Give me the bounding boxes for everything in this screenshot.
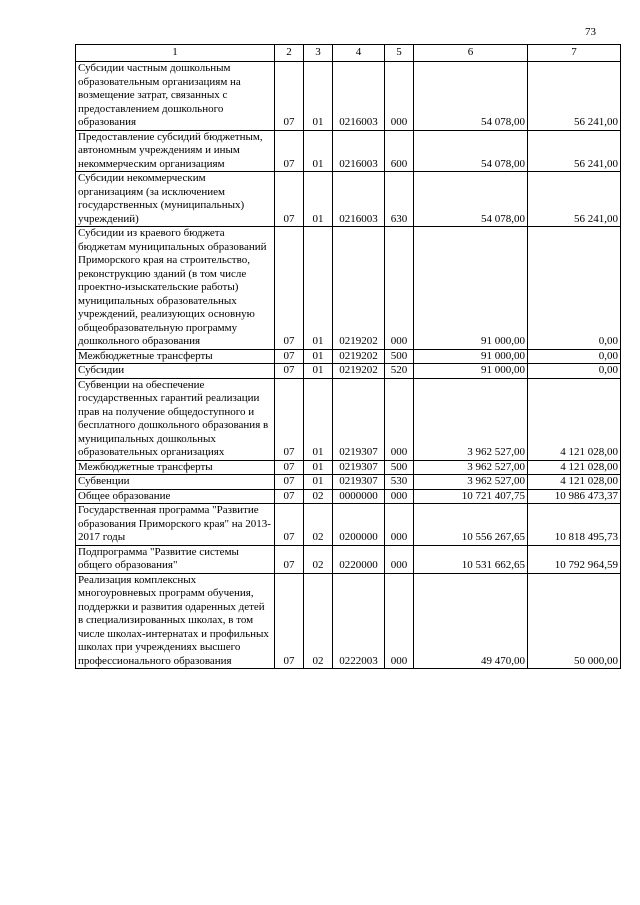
row-section: 07 — [275, 172, 304, 227]
row-name: Реализация комплексных многоуровневых программ обучения, поддержки и развития одаренных детей в специализированных школах, в том числе школах-интернатах и профильных школах при учреждениях высшего профессионального образования — [76, 573, 275, 669]
row-expense-type: 500 — [385, 349, 414, 364]
row-subsection: 01 — [304, 62, 333, 131]
row-name: Субсидии — [76, 364, 275, 379]
row-subsection: 01 — [304, 378, 333, 460]
table-row — [76, 475, 621, 490]
table-row — [76, 489, 621, 504]
table-row — [76, 364, 621, 379]
row-expense-type: 600 — [385, 130, 414, 172]
row-section: 07 — [275, 227, 304, 350]
row-expense-type: 000 — [385, 504, 414, 546]
row-amount-col6: 54 078,00 — [414, 172, 528, 227]
row-amount-col6: 3 962 527,00 — [414, 460, 528, 475]
row-subsection: 01 — [304, 130, 333, 172]
row-section: 07 — [275, 573, 304, 669]
row-amount-col7: 56 241,00 — [528, 172, 621, 227]
row-section: 07 — [275, 545, 304, 573]
row-expense-type: 000 — [385, 545, 414, 573]
row-amount-col6: 3 962 527,00 — [414, 475, 528, 490]
row-name: Субвенции на обеспечение государственных гарантий реализации прав на получение общедоступного и бесплатного дошкольного образования в муниципальных дошкольных образовательных организациях — [76, 378, 275, 460]
row-target-article: 0219307 — [333, 460, 385, 475]
row-amount-col7: 0,00 — [528, 364, 621, 379]
row-section: 07 — [275, 364, 304, 379]
row-amount-col7: 56 241,00 — [528, 62, 621, 131]
row-amount-col7: 10 792 964,59 — [528, 545, 621, 573]
table-row — [76, 62, 621, 131]
row-target-article: 0000000 — [333, 489, 385, 504]
row-amount-col7: 0,00 — [528, 349, 621, 364]
table-row — [76, 349, 621, 364]
row-name: Субсидии из краевого бюджета бюджетам муниципальных образований Приморского края на строительство, реконструкцию зданий (в том числе проектно-изыскательские работы) муниципальных образовательных учреждений, реализующих основную общеобразовательную программу дошкольного образования — [76, 227, 275, 350]
row-section: 07 — [275, 475, 304, 490]
row-amount-col6: 91 000,00 — [414, 364, 528, 379]
row-expense-type: 000 — [385, 573, 414, 669]
column-header: 1 — [76, 45, 275, 62]
row-target-article: 0219202 — [333, 349, 385, 364]
row-amount-col7: 10 986 473,37 — [528, 489, 621, 504]
row-expense-type: 000 — [385, 62, 414, 131]
row-amount-col7: 4 121 028,00 — [528, 460, 621, 475]
row-amount-col6: 49 470,00 — [414, 573, 528, 669]
row-section: 07 — [275, 489, 304, 504]
row-subsection: 02 — [304, 545, 333, 573]
row-subsection: 01 — [304, 460, 333, 475]
row-amount-col6: 91 000,00 — [414, 227, 528, 350]
row-expense-type: 000 — [385, 378, 414, 460]
row-amount-col6: 54 078,00 — [414, 62, 528, 131]
row-subsection: 02 — [304, 504, 333, 546]
row-section: 07 — [275, 460, 304, 475]
row-section: 07 — [275, 349, 304, 364]
budget-table — [75, 44, 621, 669]
table-row — [76, 460, 621, 475]
row-amount-col6: 10 531 662,65 — [414, 545, 528, 573]
table-row — [76, 172, 621, 227]
column-header: 4 — [333, 45, 385, 62]
row-amount-col7: 0,00 — [528, 227, 621, 350]
row-amount-col6: 10 556 267,65 — [414, 504, 528, 546]
row-subsection: 01 — [304, 475, 333, 490]
column-header: 7 — [528, 45, 621, 62]
row-name: Субсидии частным дошкольным образовательным организациям на возмещение затрат, связанных с предоставлением дошкольного образования — [76, 62, 275, 131]
row-subsection: 02 — [304, 489, 333, 504]
row-name: Подпрограмма "Развитие системы общего образования" — [76, 545, 275, 573]
column-header: 2 — [275, 45, 304, 62]
row-amount-col6: 3 962 527,00 — [414, 378, 528, 460]
row-target-article: 0216003 — [333, 62, 385, 131]
row-expense-type: 630 — [385, 172, 414, 227]
row-amount-col6: 91 000,00 — [414, 349, 528, 364]
row-target-article: 0219202 — [333, 227, 385, 350]
row-expense-type: 520 — [385, 364, 414, 379]
table-row — [76, 545, 621, 573]
table-row — [76, 573, 621, 669]
row-amount-col7: 10 818 495,73 — [528, 504, 621, 546]
page-number: 73 — [585, 26, 596, 38]
column-header: 3 — [304, 45, 333, 62]
column-header: 6 — [414, 45, 528, 62]
table-row — [76, 130, 621, 172]
row-expense-type: 000 — [385, 489, 414, 504]
row-target-article: 0216003 — [333, 130, 385, 172]
row-subsection: 02 — [304, 573, 333, 669]
row-subsection: 01 — [304, 172, 333, 227]
row-subsection: 01 — [304, 227, 333, 350]
row-name: Межбюджетные трансферты — [76, 460, 275, 475]
row-section: 07 — [275, 504, 304, 546]
row-amount-col7: 4 121 028,00 — [528, 475, 621, 490]
column-header: 5 — [385, 45, 414, 62]
row-amount-col7: 4 121 028,00 — [528, 378, 621, 460]
row-target-article: 0222003 — [333, 573, 385, 669]
row-expense-type: 530 — [385, 475, 414, 490]
row-section: 07 — [275, 62, 304, 131]
row-target-article: 0219307 — [333, 475, 385, 490]
row-target-article: 0200000 — [333, 504, 385, 546]
table-row — [76, 227, 621, 350]
row-section: 07 — [275, 130, 304, 172]
header-row — [76, 45, 621, 62]
row-section: 07 — [275, 378, 304, 460]
row-amount-col7: 56 241,00 — [528, 130, 621, 172]
row-target-article: 0220000 — [333, 545, 385, 573]
row-target-article: 0219202 — [333, 364, 385, 379]
row-target-article: 0216003 — [333, 172, 385, 227]
row-name: Субвенции — [76, 475, 275, 490]
row-amount-col6: 54 078,00 — [414, 130, 528, 172]
row-name: Субсидии некоммерческим организациям (за исключением государственных (муниципальных) учреждений) — [76, 172, 275, 227]
row-expense-type: 000 — [385, 227, 414, 350]
row-name: Межбюджетные трансферты — [76, 349, 275, 364]
row-amount-col6: 10 721 407,75 — [414, 489, 528, 504]
row-subsection: 01 — [304, 364, 333, 379]
row-name: Общее образование — [76, 489, 275, 504]
table-row — [76, 504, 621, 546]
table-row — [76, 378, 621, 460]
row-expense-type: 500 — [385, 460, 414, 475]
row-name: Предоставление субсидий бюджетным, автономным учреждениям и иным некоммерческим организациям — [76, 130, 275, 172]
row-subsection: 01 — [304, 349, 333, 364]
row-amount-col7: 50 000,00 — [528, 573, 621, 669]
row-target-article: 0219307 — [333, 378, 385, 460]
row-name: Государственная программа "Развитие образования Приморского края" на 2013-2017 годы — [76, 504, 275, 546]
